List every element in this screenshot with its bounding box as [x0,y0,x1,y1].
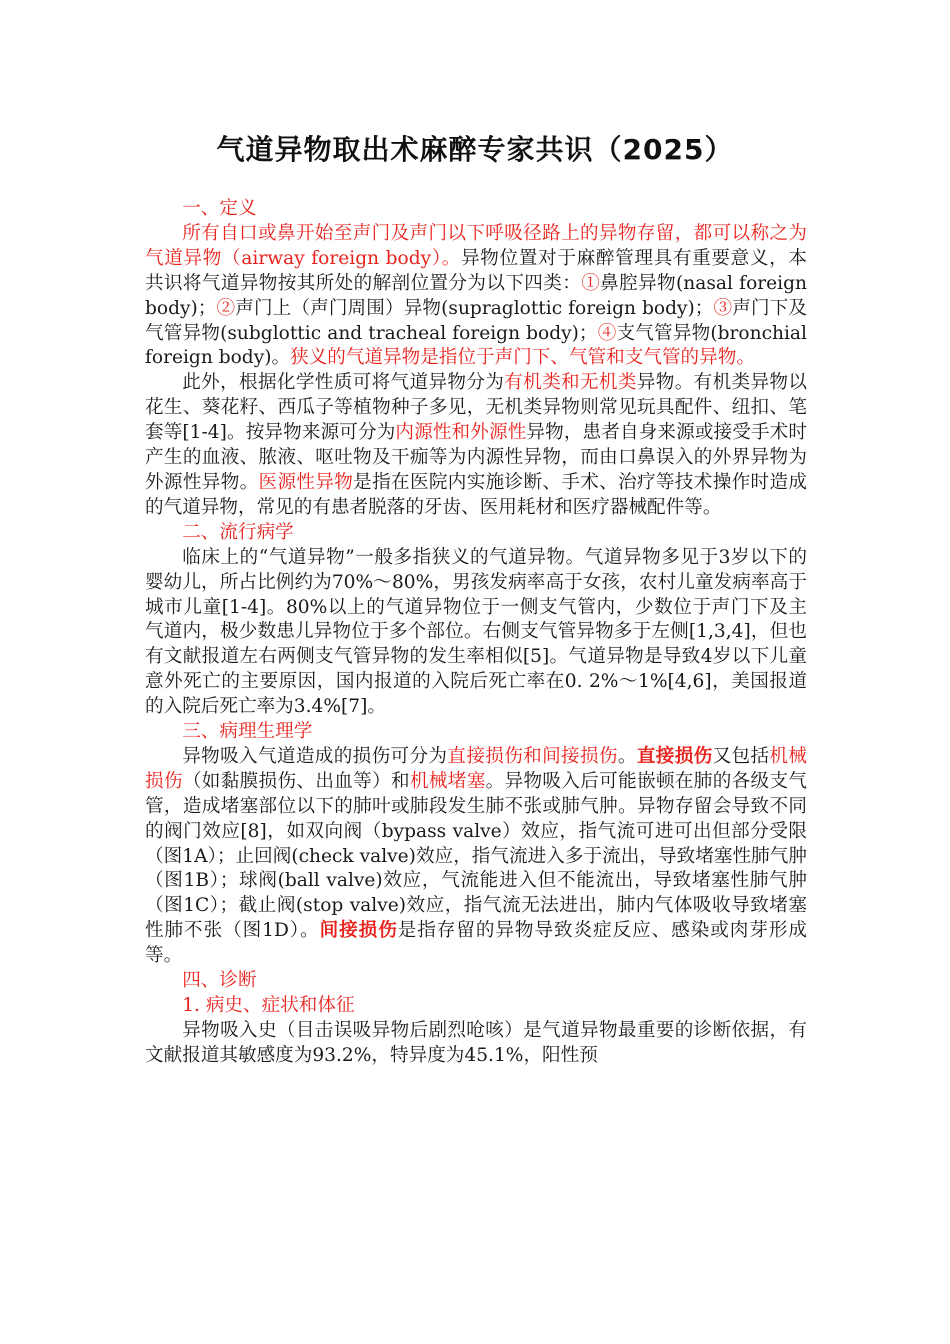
subsection-heading-history: 1. 病史、症状和体征 [182,995,355,1016]
body-text: 是指存留的异物导致炎症反应、感染或肉芽形成等。 [145,920,807,967]
highlight-text: 内源性和外源性 [395,422,527,444]
highlight-text: 医源性异物 [258,471,354,493]
paragraph-definition [145,222,807,371]
highlight-text: 狭义的气道异物是指位于声门下、气管和支气管的异物。 [290,347,755,369]
document-body [145,197,807,1069]
body-text: （如黏膜损伤、出血等）和 [182,770,410,792]
paragraph-classification [145,371,807,520]
body-text: 异物位置对于麻醉管理具有重要意义，本共识将气道异物按其所处的解剖位置分为以下四类： [145,247,807,294]
body-text: 声门上（声门周围）异物(supraglottic foreign body)； [235,297,714,319]
body-text: 支气管异物(bronchial foreign body)。 [145,322,807,369]
highlight-bold-text: 直接损伤 [636,745,713,767]
highlight-text: 直接损伤和间接损伤 [447,745,618,767]
body-text: 鼻腔异物(nasal foreign body)； [145,272,807,319]
circled-number-marker: ① [581,272,601,294]
body-text: 异物，患者自身来源或接受手术时产生的血液、脓液、呕吐物及干痂等为内源性异物，而由口鼻误入的外界异物为外源性异物。 [145,422,807,493]
section-heading-definition: 一、定义 [182,198,257,219]
body-text: 又包括 [712,745,770,767]
body-text: 异物。有机类异物以花生、葵花籽、西瓜子等植物种子多见，无机类异物则常见玩具配件、纽扣、笔套等[1-4]。按异物来源可分为 [145,372,807,444]
highlight-text: 机械堵塞 [409,770,486,792]
body-text: 。异物吸入后可能嵌顿在肺的各级支气管，造成堵塞部位以下的肺叶或肺段发生肺不张或肺气肿。异物存留会导致不同的阀门效应[8]，如双向阀（bypass valve）效应，指气流可进可出但部分受限（图1A）；止回阀(check valve)效应，指气流进入多于流出，导致堵塞性肺气肿（图1B）；球阀(ball valve)效应，气流能进入但不能流出，导致堵塞性肺气肿（图1C）；截止阀(stop valve)效应，指气流无法进出，肺内气体吸收导致堵塞性肺不张（图1D）。 [145,770,807,942]
paragraph-epidemiology: 临床上的“气道异物”一般多指狭义的气道异物。气道异物多见于3岁以下的婴幼儿，所占比例约为70%～80%，男孩发病率高于女孩，农村儿童发病率高于城市儿童[1-4]。80%以上的气道异物位于一侧支气管内，少数位于声门下及主气道内，极少数患儿异物位于多个部位。右侧支气管异物多于左侧[1,3,4]，但也有文献报道左右两侧支气管异物的发生率相似[5]。气道异物是导致4岁以下儿童意外死亡的主要原因，国内报道的入院后死亡率在0. 2%～1%[4,6]，美国报道的入院后死亡率为3.4%[7]。 [145,546,807,718]
body-text: 。 [617,745,637,767]
highlight-text: 所有自口或鼻开始至声门及声门以下呼吸径路上的异物存留，都可以称之为气道异物（airway foreign body）。 [145,222,807,269]
circled-number-marker: ③ [713,297,733,319]
body-text: 此外，根据化学性质可将气道异物分为 [182,372,505,394]
highlight-text: 机械损伤 [145,745,807,792]
section-heading-pathophysiology: 三、病理生理学 [182,721,313,743]
circled-number-marker: ④ [597,322,617,344]
section-heading-epidemiology: 二、流行病学 [182,521,294,543]
highlight-bold-text: 间接损伤 [319,920,398,942]
circled-number-marker: ② [216,297,236,319]
body-text: 声门下及气管异物(subglottic and tracheal foreign body)； [145,297,807,344]
paragraph-pathophysiology [145,745,807,969]
section-heading-diagnosis: 四、诊断 [182,970,257,992]
body-text: 异物吸入气道造成的损伤可分为 [182,745,448,767]
body-text: 是指在医院内实施诊断、手术、治疗等技术操作时造成的气道异物，常见的有患者脱落的牙齿、医用耗材和医疗器械配件等。 [145,471,807,518]
document-title: 气道异物取出术麻醉专家共识（2025） [216,133,734,166]
highlight-text: 有机类和无机类 [504,372,637,394]
paragraph-history: 异物吸入史（目击误吸异物后剧烈呛咳）是气道异物最重要的诊断依据，有文献报道其敏感度为93.2%，特异度为45.1%，阳性预 [145,1019,807,1066]
